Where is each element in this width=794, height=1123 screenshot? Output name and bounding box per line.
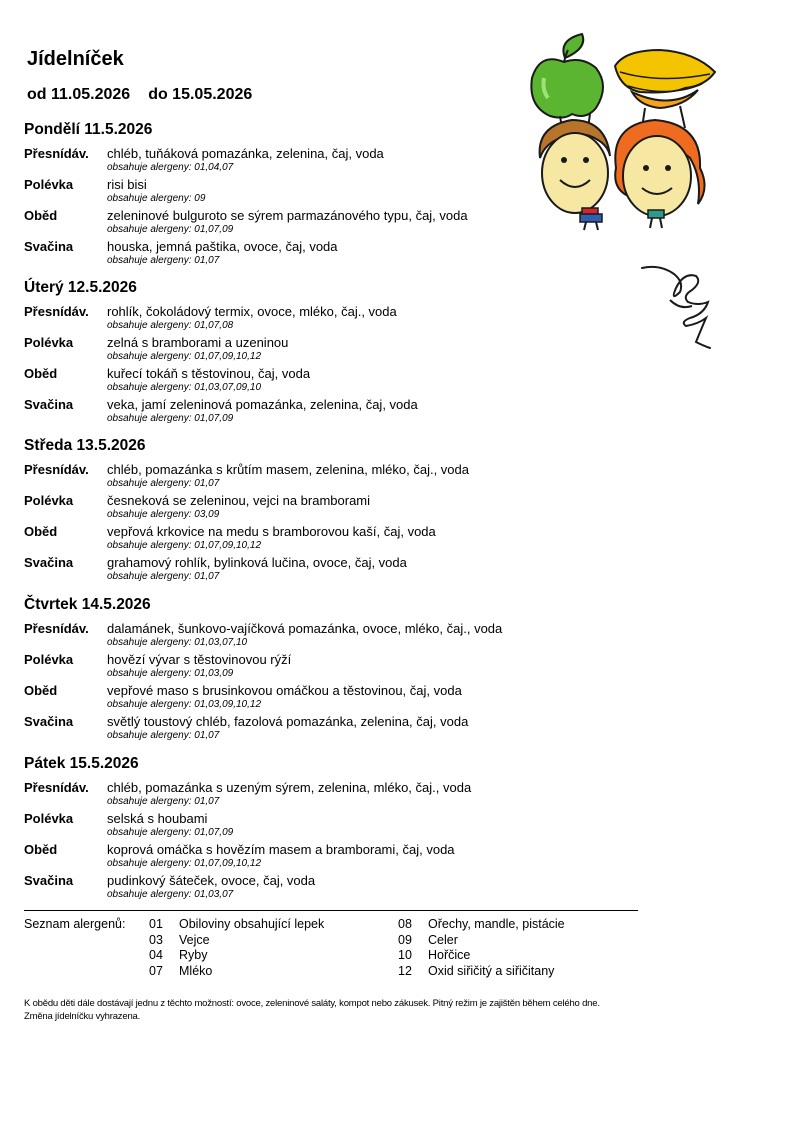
meal-label: Oběd <box>24 208 58 223</box>
allergen-code: 04 <box>149 948 163 962</box>
allergen-code: 12 <box>398 963 412 978</box>
meal-row <box>24 208 644 239</box>
legend-item <box>149 964 324 980</box>
meal-allergens: obsahuje alergeny: 01,07,09 <box>107 827 234 838</box>
meal-row <box>24 239 644 270</box>
meal-row <box>24 811 644 842</box>
date-to: do 15.05.2026 <box>148 86 253 103</box>
meal-text: světlý toustový chléb, fazolová pomazánka, zelenina, čaj, voda <box>107 714 469 729</box>
meal-row <box>24 146 644 177</box>
meal-label: Přesnídáv. <box>24 462 89 477</box>
meal-allergens: obsahuje alergeny: 01,07 <box>107 255 220 266</box>
meal-text: risi bisi <box>107 177 147 192</box>
allergen-code: 09 <box>398 932 412 947</box>
day-wednesday <box>24 434 644 586</box>
meal-row <box>24 683 644 714</box>
legend-item <box>149 948 324 964</box>
allergen-code: 07 <box>149 963 163 978</box>
legend-column-right <box>398 917 565 979</box>
footer-note-line: Změna jídelníčku vyhrazena. <box>24 1011 141 1022</box>
legend-column-left <box>149 917 324 979</box>
meal-row <box>24 397 644 428</box>
meal-label: Oběd <box>24 842 58 857</box>
meal-text: selská s houbami <box>107 811 208 826</box>
allergen-name: Mléko <box>179 963 213 978</box>
meal-allergens: obsahuje alergeny: 01,07,09 <box>107 413 234 424</box>
allergen-code: 08 <box>398 917 412 931</box>
meal-label: Oběd <box>24 683 58 698</box>
meal-allergens: obsahuje alergeny: 03,09 <box>107 509 220 520</box>
meal-label: Oběd <box>24 366 58 381</box>
footer-note <box>24 997 744 1023</box>
meal-text: zelná s bramborami a uzeninou <box>107 335 289 350</box>
meal-text: vepřová krkovice na medu s bramborovou kaší, čaj, voda <box>107 524 436 539</box>
meal-label: Polévka <box>24 177 74 192</box>
meal-row <box>24 555 644 586</box>
meal-row <box>24 366 644 397</box>
meal-allergens: obsahuje alergeny: 01,07 <box>107 571 220 582</box>
meal-label: Svačina <box>24 555 74 570</box>
meal-row <box>24 177 644 208</box>
date-from: od 11.05.2026 <box>27 86 131 103</box>
meal-allergens: obsahuje alergeny: 09 <box>107 193 206 204</box>
meal-allergens: obsahuje alergeny: 01,03,09 <box>107 668 234 679</box>
meal-allergens: obsahuje alergeny: 01,07,08 <box>107 320 234 331</box>
allergen-name: Vejce <box>179 932 210 947</box>
allergen-name: Celer <box>428 932 458 947</box>
meal-label: Polévka <box>24 335 74 350</box>
page-title: Jídelníček <box>27 48 124 70</box>
legend-item <box>398 917 565 933</box>
meal-row <box>24 493 644 524</box>
meal-text: hovězí vývar s těstovinovou rýží <box>107 652 292 667</box>
meal-text: chléb, tuňáková pomazánka, zelenina, čaj, voda <box>107 146 384 161</box>
meal-row <box>24 780 644 811</box>
footer-note-line: K obědu děti dále dostávají jednu z těchto možností: ovoce, zeleninové saláty, kompot nebo zákusek. Pitný režim je zajištěn během celého dne. <box>24 998 600 1009</box>
meal-allergens: obsahuje alergeny: 01,07,09,10,12 <box>107 351 262 362</box>
allergen-code: 03 <box>149 932 163 947</box>
meal-allergens: obsahuje alergeny: 01,03,07,10 <box>107 637 248 648</box>
allergen-name: Hořčice <box>428 948 471 962</box>
meal-text: dalamánek, šunkovo-vajíčková pomazánka, ovoce, mléko, čaj., voda <box>107 621 503 636</box>
meal-row <box>24 524 644 555</box>
allergen-name: Ryby <box>179 948 208 962</box>
meal-label: Přesnídáv. <box>24 304 89 319</box>
meal-text: rohlík, čokoládový termix, ovoce, mléko, čaj., voda <box>107 304 397 319</box>
meal-label: Polévka <box>24 811 74 826</box>
divider <box>24 910 638 911</box>
meal-allergens: obsahuje alergeny: 01,03,07 <box>107 889 234 900</box>
meal-text: kuřecí tokáň s těstovinou, čaj, voda <box>107 366 311 381</box>
meal-allergens: obsahuje alergeny: 01,04,07 <box>107 162 234 173</box>
allergen-name: Obiloviny obsahující lepek <box>179 917 325 931</box>
meal-text: grahamový rohlík, bylinková lučina, ovoce, čaj, voda <box>107 555 407 570</box>
signature-doodle <box>640 262 720 352</box>
meal-row <box>24 462 644 493</box>
meal-text: vepřové maso s brusinkovou omáčkou a těstovinou, čaj, voda <box>107 683 462 698</box>
meal-text: chléb, pomazánka s krůtím masem, zelenina, mléko, čaj., voda <box>107 462 469 477</box>
date-range <box>27 86 252 104</box>
meal-allergens: obsahuje alergeny: 01,03,09,10,12 <box>107 699 262 710</box>
meal-row <box>24 621 644 652</box>
meal-row <box>24 873 644 904</box>
allergen-name: Ořechy, mandle, pistácie <box>428 917 565 931</box>
meal-text: česneková se zeleninou, vejci na bramborami <box>107 493 371 508</box>
meal-label: Přesnídáv. <box>24 146 89 161</box>
allergen-code: 01 <box>149 917 163 931</box>
day-friday <box>24 752 644 904</box>
meal-allergens: obsahuje alergeny: 01,07,09,10,12 <box>107 540 262 551</box>
meal-text: pudinkový šáteček, ovoce, čaj, voda <box>107 873 316 888</box>
legend-item <box>398 933 565 949</box>
meal-allergens: obsahuje alergeny: 01,07 <box>107 730 220 741</box>
day-title: Pondělí 11.5.2026 <box>24 121 153 138</box>
legend-item <box>398 948 565 964</box>
meal-text: houska, jemná paštika, ovoce, čaj, voda <box>107 239 338 254</box>
meal-row <box>24 714 644 745</box>
day-title: Úterý 12.5.2026 <box>24 279 137 296</box>
meal-label: Polévka <box>24 493 74 508</box>
day-tuesday <box>24 276 644 428</box>
allergen-name: Oxid siřičitý a siřičitany <box>428 963 555 978</box>
meal-allergens: obsahuje alergeny: 01,07,09 <box>107 224 234 235</box>
legend-item <box>149 933 324 949</box>
meal-row <box>24 842 644 873</box>
meal-text: veka, jamí zeleninová pomazánka, zelenina, čaj, voda <box>107 397 418 412</box>
meal-label: Svačina <box>24 714 74 729</box>
meal-allergens: obsahuje alergeny: 01,07 <box>107 796 220 807</box>
meal-label: Svačina <box>24 873 74 888</box>
legend-item <box>398 964 565 980</box>
meal-allergens: obsahuje alergeny: 01,03,07,09,10 <box>107 382 262 393</box>
allergen-code: 10 <box>398 948 412 962</box>
day-title: Pátek 15.5.2026 <box>24 755 139 772</box>
meal-label: Oběd <box>24 524 58 539</box>
meal-allergens: obsahuje alergeny: 01,07,09,10,12 <box>107 858 262 869</box>
day-thursday <box>24 593 644 745</box>
meal-row <box>24 335 644 366</box>
meal-label: Polévka <box>24 652 74 667</box>
day-monday <box>24 118 644 270</box>
meal-label: Přesnídáv. <box>24 621 89 636</box>
meal-text: koprová omáčka s hovězím masem a bramborami, čaj, voda <box>107 842 455 857</box>
meal-row <box>24 304 644 335</box>
meal-label: Svačina <box>24 239 74 254</box>
meal-label: Přesnídáv. <box>24 780 89 795</box>
meal-text: zeleninové bulguroto se sýrem parmazánového typu, čaj, voda <box>107 208 468 223</box>
legend-label: Seznam alergenů: <box>24 917 126 931</box>
day-title: Středa 13.5.2026 <box>24 437 146 454</box>
meal-label: Svačina <box>24 397 74 412</box>
meal-row <box>24 652 644 683</box>
day-title: Čtvrtek 14.5.2026 <box>24 596 151 613</box>
meal-allergens: obsahuje alergeny: 01,07 <box>107 478 220 489</box>
legend-item <box>149 917 324 933</box>
meal-text: chléb, pomazánka s uzeným sýrem, zelenina, mléko, čaj., voda <box>107 780 472 795</box>
